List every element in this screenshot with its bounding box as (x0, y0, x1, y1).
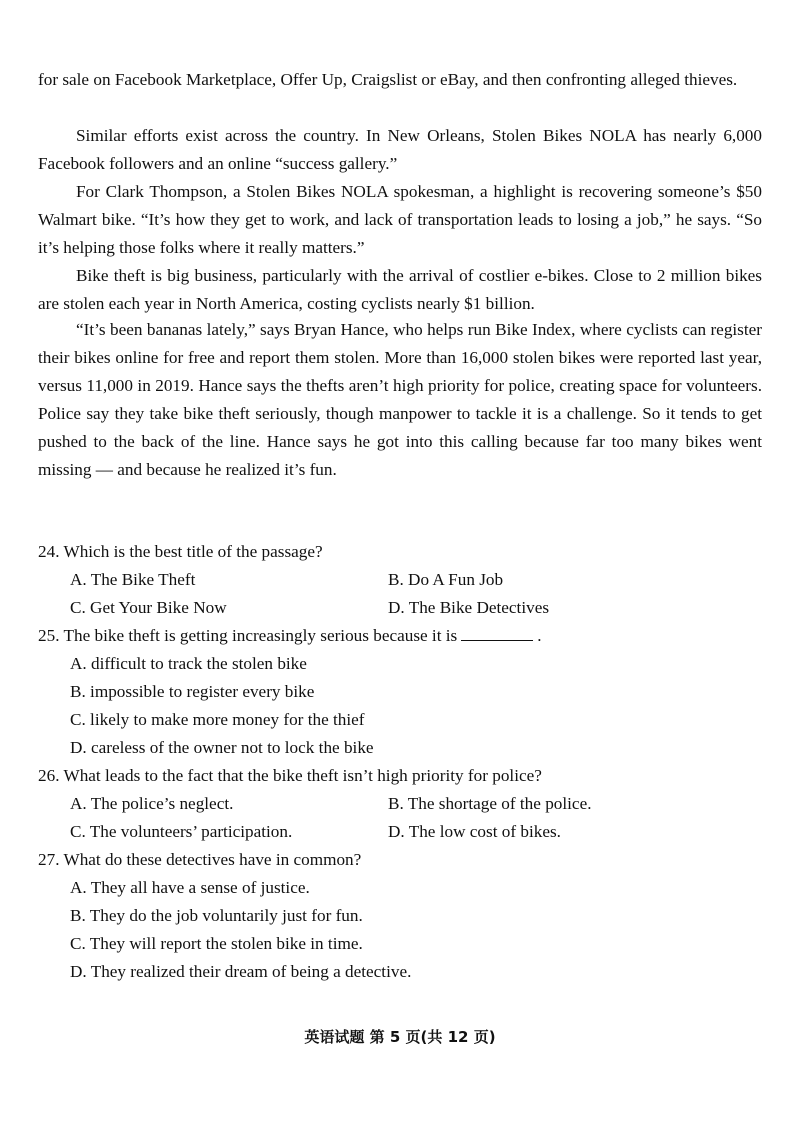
question-24-option-d: D. The Bike Detectives (388, 598, 550, 617)
question-25-option-b: B. impossible to register every bike (70, 682, 315, 701)
question-27-option-b: B. They do the job voluntarily just for fun. (70, 906, 363, 925)
question-26-option-a: A. The police’s neglect. (70, 794, 234, 813)
passage-paragraph-1: for sale on Facebook Marketplace, Offer Up, Craigslist or eBay, and then confronting alleged thieves. (38, 70, 738, 89)
question-24-stem: 24. Which is the best title of the passage? (38, 542, 323, 561)
passage-paragraph-2: Similar efforts exist across the country. In New Orleans, Stolen Bikes NOLA has nearly 6,000 Facebook followers and an online “success gallery.” (38, 126, 762, 173)
page-footer: 英语试题 第 5 页(共 12 页) (304, 1028, 496, 1046)
question-25-option-d: D. careless of the owner not to lock the bike (70, 738, 374, 757)
question-27-option-a: A. They all have a sense of justice. (70, 878, 310, 897)
question-27-option-c: C. They will report the stolen bike in time. (70, 934, 363, 953)
question-26-option-d: D. The low cost of bikes. (388, 822, 561, 841)
question-25-stem-text: 25. The bike theft is getting increasingly serious because it is (38, 626, 458, 645)
question-24-option-c: C. Get Your Bike Now (70, 598, 227, 617)
question-27-stem: 27. What do these detectives have in common? (38, 850, 362, 869)
question-25-option-c: C. likely to make more money for the thief (70, 710, 365, 729)
question-25-stem-end: . (537, 626, 542, 645)
question-26-option-b: B. The shortage of the police. (388, 794, 592, 813)
question-26-stem: 26. What leads to the fact that the bike theft isn’t high priority for police? (38, 766, 542, 785)
question-27-option-d: D. They realized their dream of being a detective. (70, 962, 412, 981)
passage-paragraph-4: Bike theft is big business, particularly with the arrival of costlier e-bikes. Close to 2 million bikes are stolen each year in North America, costing cyclists nearly $1 billion. (38, 266, 762, 313)
question-24-option-a: A. The Bike Theft (70, 570, 196, 589)
question-25-stem (38, 622, 762, 650)
question-26-option-c: C. The volunteers’ participation. (70, 822, 293, 841)
answer-blank (461, 622, 533, 641)
passage-paragraph-3: For Clark Thompson, a Stolen Bikes NOLA spokesman, a highlight is recovering someone’s $50 Walmart bike. “It’s how they get to work, and lack of transportation leads to losing a job,” he says. “So it’s helping those folks where it really matters.” (38, 182, 762, 257)
question-24-option-b: B. Do A Fun Job (388, 570, 504, 589)
question-25-option-a: A. difficult to track the stolen bike (70, 654, 307, 673)
passage-paragraph-5: “It’s been bananas lately,” says Bryan Hance, who helps run Bike Index, where cyclists can register their bikes online for free and report them stolen. More than 16,000 stolen bikes were reported last year, versus 11,000 in 2019. Hance says the thefts aren’t high priority for police, creating space for volunteers. Police say they take bike theft seriously, though manpower to tackle it is a challenge. So it tends to get pushed to the back of the line. Hance says he got into this calling because far too many bikes went missing — and because he realized it’s fun. (38, 320, 762, 479)
